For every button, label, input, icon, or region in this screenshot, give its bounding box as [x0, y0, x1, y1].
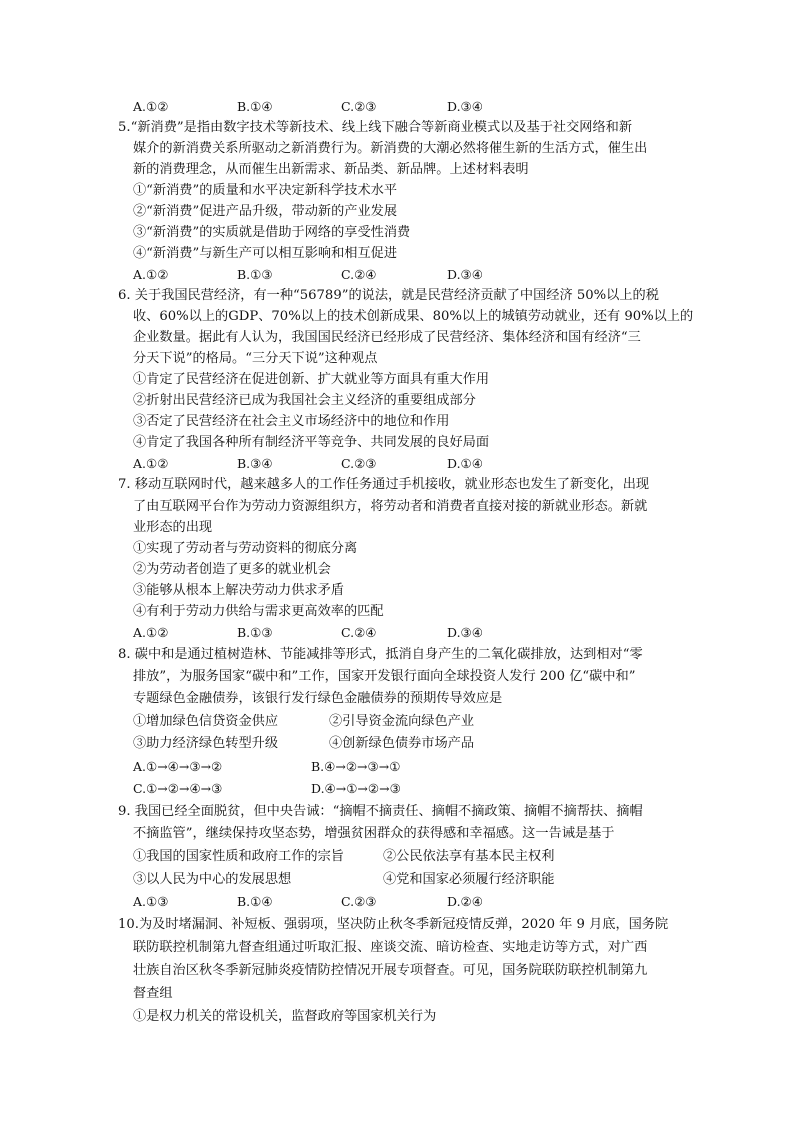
q4-option-a[interactable]: A.①② — [133, 99, 169, 114]
q6-option-d[interactable]: D.①④ — [447, 456, 483, 471]
q10-item: ①是权力机关的常设机关，监督政府等国家机关行为 — [133, 1009, 437, 1024]
q6-item: ④肯定了我国各种所有制经济平等竞争、共同发展的良好局面 — [133, 435, 490, 450]
q7-option-a[interactable]: A.①② — [133, 625, 169, 640]
q6-stem-line: 收、60%以上的GDP、70%以上的技术创新成果、80%以上的城镇劳动就业，还有 90%以上的 — [133, 309, 694, 324]
q7-item: ④有利于劳动力供给与需求更高效率的匹配 — [133, 604, 384, 619]
q10-stem-line: 联防联控机制第九督查组通过听取汇报、座谈交流、暗访检查、实地走访等方式，对广西 — [133, 940, 648, 955]
q6-stem-line: 企业数量。据此有人认为，我国国民经济已经形成了民营经济、集体经济和国有经济“三 — [133, 330, 641, 345]
q6-stem-line: 6. 关于我国民营经济，有一种“56789”的说法，就是民营经济贡献了中国经济 50%以上的税 — [118, 288, 659, 303]
q6-item: ③否定了民营经济在社会主义市场经济中的地位和作用 — [133, 414, 450, 429]
q5-item: ①“新消费”的质量和水平决定新科学技术水平 — [133, 183, 398, 198]
q4-option-c[interactable]: C.②③ — [341, 99, 377, 114]
q9-option-b[interactable]: B.①④ — [237, 894, 273, 909]
q9-stem-line: 不摘监管”，继续保持攻坚态势，增强贫困群众的获得感和幸福感。这一告诫是基于 — [133, 826, 615, 841]
q8-stem-line: 专题绿色金融债券，该银行发行绿色金融债券的预期传导效应是 — [133, 691, 503, 706]
q5-option-d[interactable]: D.③④ — [447, 267, 483, 282]
q6-item: ②折射出民营经济已成为我国社会主义经济的重要组成部分 — [133, 393, 476, 408]
q7-option-d[interactable]: D.③④ — [447, 625, 483, 640]
q5-stem-line: 新的消费理念，从而催生出新需求、新品类、新品牌。上述材料表明 — [133, 162, 529, 177]
q8-item: ①增加绿色信贷资金供应 — [133, 714, 279, 729]
q8-option-d[interactable]: D.④→①→②→③ — [311, 781, 401, 796]
q6-option-a[interactable]: A.①② — [133, 456, 169, 471]
q5-stem-line: 媒介的新消费关系所驱动之新消费行为。新消费的大潮必然将催生新的生活方式，催生出 — [133, 141, 648, 156]
q10-stem-line: 10.为及时堵漏洞、补短板、强弱项，坚决防止秋冬季新冠疫情反弹，2020 年 9 月底，国务院 — [118, 917, 669, 932]
q9-option-a[interactable]: A.①③ — [133, 894, 169, 909]
q5-item: ③“新消费”的实质就是借助于网络的享受性消费 — [133, 225, 411, 240]
q9-option-d[interactable]: D.②④ — [447, 894, 483, 909]
q4-option-b[interactable]: B.①④ — [237, 99, 273, 114]
q5-item: ④“新消费”与新生产可以相互影响和相互促进 — [133, 246, 398, 261]
q6-item: ①肯定了民营经济在促进创新、扩大就业等方面具有重大作用 — [133, 372, 490, 387]
q7-item: ①实现了劳动者与劳动资料的彻底分离 — [133, 541, 358, 556]
q5-option-c[interactable]: C.②④ — [341, 267, 377, 282]
q6-stem-line: 分天下说”的格局。“三分天下说”这种观点 — [133, 351, 378, 366]
q7-option-b[interactable]: B.①③ — [237, 625, 273, 640]
q8-option-b[interactable]: B.④→②→③→① — [311, 759, 401, 774]
q5-stem-line: 5.“新消费”是指由数字技术等新技术、线上线下融合等新商业模式以及基于社交网络和新 — [118, 120, 632, 135]
q7-item: ②为劳动者创造了更多的就业机会 — [133, 562, 331, 577]
q4-option-d[interactable]: D.③④ — [447, 99, 483, 114]
q7-stem-line: 业形态的出现 — [133, 520, 213, 535]
q8-option-c[interactable]: C.①→②→④→③ — [133, 781, 223, 796]
q6-option-c[interactable]: C.②③ — [341, 456, 377, 471]
q10-stem-line: 督查组 — [133, 986, 173, 1001]
q9-item: ③以人民为中心的发展思想 — [133, 872, 292, 887]
q7-option-c[interactable]: C.②④ — [341, 625, 377, 640]
q8-item: ③助力经济绿色转型升级 — [133, 736, 279, 751]
q9-item: ②公民依法享有基本民主权利 — [383, 849, 555, 864]
q7-stem-line: 了由互联网平台作为劳动力资源组织方，将劳动者和消费者直接对接的新就业形态。新就 — [133, 499, 648, 514]
q9-option-c[interactable]: C.②③ — [341, 894, 377, 909]
q7-stem-line: 7. 移动互联网时代，越来越多人的工作任务通过手机接收，就业形态也发生了新变化，出现 — [118, 477, 650, 492]
q6-option-b[interactable]: B.③④ — [237, 456, 273, 471]
q7-item: ③能够从根本上解决劳动力供求矛盾 — [133, 583, 344, 598]
q5-option-a[interactable]: A.①② — [133, 267, 169, 282]
q8-option-a[interactable]: A.①→④→③→② — [133, 759, 223, 774]
q5-option-b[interactable]: B.①③ — [237, 267, 273, 282]
q9-stem-line: 9. 我国已经全面脱贫，但中央告诫：“摘帽不摘责任、摘帽不摘政策、摘帽不摘帮扶、摘帽 — [118, 804, 643, 819]
q10-stem-line: 壮族自治区秋冬季新冠肺炎疫情防控情况开展专项督查。可见，国务院联防联控机制第九 — [133, 963, 648, 978]
q5-item: ②“新消费”促进产品升级，带动新的产业发展 — [133, 204, 398, 219]
q9-item: ④党和国家必须履行经济职能 — [383, 872, 555, 887]
q9-item: ①我国的国家性质和政府工作的宗旨 — [133, 849, 344, 864]
q8-item: ④创新绿色债券市场产品 — [329, 736, 475, 751]
q8-item: ②引导资金流向绿色产业 — [329, 714, 475, 729]
q8-stem-line: 排放”，为服务国家“碳中和”工作，国家开发银行面向全球投资人发行 200 亿“碳中和” — [133, 669, 636, 684]
q8-stem-line: 8. 碳中和是通过植树造林、节能减排等形式，抵消自身产生的二氧化碳排放，达到相对“零 — [118, 647, 643, 662]
